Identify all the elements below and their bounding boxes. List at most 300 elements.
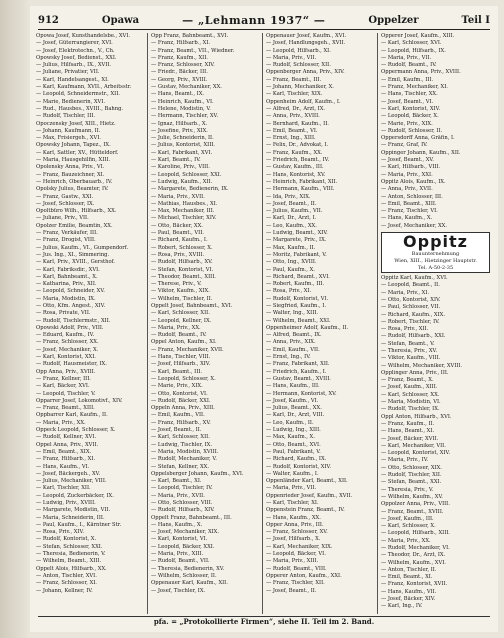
directory-entry: — Friedrich, Beamt., IV. xyxy=(266,157,330,164)
directory-entry: — Richard, Kaufm., XIX. xyxy=(381,311,446,318)
directory-entry: Opowa Josef, Kunsthandelsbe., XVI. xyxy=(36,33,130,39)
header-rule xyxy=(38,29,490,30)
directory-entry: — Leo, Kaufm., II. xyxy=(266,419,314,426)
directory-entry: — Theresia, Bedienerin, XV. xyxy=(151,565,225,572)
directory-entry: — Leopold, Hilfsarb., IX. xyxy=(381,47,446,54)
directory-entry: — Marie, Bedienerin, XVI. xyxy=(36,98,106,105)
directory-entry: — Stefan, Beamt., V. xyxy=(381,340,435,347)
directory-entry: — Otto, Ing., XVIII. xyxy=(266,259,317,266)
directory-entry: — Franz, Mechaniker, XVII. xyxy=(151,346,224,353)
directory-entry: — Karl, Bahnbeamt., X. xyxy=(36,273,98,280)
directory-entry: Opolensky Anna, Priv., VI. xyxy=(36,164,105,171)
directory-entry: — Rudolf, Bäcker, XXI. xyxy=(151,397,211,404)
directory-entry: Oppenstein Franz, Beamt., IV. xyxy=(266,507,345,514)
header-part: Teil I xyxy=(461,14,490,26)
directory-entry: — Theodor, Beamt., XIII. xyxy=(151,273,216,280)
directory-entry: — Hermann, Kaufm., VIII. xyxy=(266,186,335,193)
page-header xyxy=(38,12,490,28)
directory-entry: — Ludwig, Tischler, IX. xyxy=(151,441,213,448)
directory-entry: — Franz, Kaufm., II. xyxy=(381,420,435,427)
directory-entry: — Emil, Kaufm., III. xyxy=(381,76,434,83)
directory-entry: — Josef, Beamt., VI. xyxy=(381,98,434,105)
directory-entry: — Maria, Priv., XIII. xyxy=(266,558,319,565)
directory-entry: — Josef, Bäcker, XIV. xyxy=(381,596,436,603)
directory-entry: — Julius, Kontorist, XIII. xyxy=(151,142,215,149)
directory-page xyxy=(30,6,498,632)
directory-entry: — Hans, Tischler, XX. xyxy=(381,91,438,98)
directory-entry: — Wilhelm, Schlosser, II. xyxy=(151,572,217,579)
directory-entry: — Anna, Priv., XVII. xyxy=(381,186,433,193)
directory-entry: — Hans, Kontorist, XV. xyxy=(266,171,326,178)
directory-entry: — Franz, Beamt., XVIII. xyxy=(381,508,444,515)
directory-entry: — Otto, Kontorist, XIV. xyxy=(381,296,441,303)
directory-entry: — Ignaz, Hilfsarb., X. xyxy=(151,120,208,127)
directory-entry: — Ernst, Ing., IV. xyxy=(266,354,311,361)
directory-entry: — Otto, Beamt., XVI. xyxy=(266,441,321,448)
ad-line-1: Bauunternehmung xyxy=(411,251,460,258)
directory-entry: — Anna, Priv., XVIII. xyxy=(266,113,320,120)
directory-entry: — Karl, Schlosser, X. xyxy=(381,523,436,530)
directory-entry: Opolsky Julius, Beamter, IV. xyxy=(36,186,109,193)
directory-entry: — Karl, Beamt., IV. xyxy=(151,157,201,164)
directory-entry: — Karl, Fabrikant, XVI. xyxy=(151,149,213,156)
directory-entry: — Franz, Kaufm., XII. xyxy=(151,54,208,61)
directory-entry: — Friedr., Bäcker, III. xyxy=(151,69,208,76)
directory-entry: — Emil, Beamt., XIX. xyxy=(36,448,92,455)
directory-entry: — Gustav, Kaufm., III. xyxy=(266,164,324,171)
ad-line-2: Wien, XIII., Hietzinger Hauptstr. xyxy=(394,258,477,265)
directory-entry: Opperer Anton, Kaufm., XXI. xyxy=(266,572,342,579)
directory-entry: — Josef, Hilfsarb., XIV. xyxy=(151,361,211,368)
directory-entry: — Karl, Ing., IV. xyxy=(381,603,423,610)
directory-entry: — Wilhelm, Kaufm., XV. xyxy=(381,493,443,500)
directory-entry: — Johann, Mechaniker, X. xyxy=(266,84,334,91)
directory-entry: — Franz, Schlosser, XIV. xyxy=(151,62,215,69)
directory-entry: Oppitz Alois, Kaufm., IX. xyxy=(381,178,446,185)
directory-entry: Oppenrieder Josef, Kaufm., XVII. xyxy=(266,492,353,499)
directory-entry: — Karl, Beamt., XI. xyxy=(151,478,202,485)
directory-entry: Oppenauer Josef, Kaufm., XVI. xyxy=(266,33,347,39)
directory-entry: — Alfred, Dr., Arzt, IX. xyxy=(266,105,326,112)
directory-entry: — Maria, Priv., XX. xyxy=(36,419,86,426)
directory-entry: — Leopold, Schlosser, X. xyxy=(151,375,216,382)
directory-entry: Oppenländer Karl, Beamt., XII. xyxy=(266,478,348,485)
directory-entry: — Paul, Beamt., VII. xyxy=(151,230,204,237)
directory-entry: — Wilhelm, Beamt., XXI. xyxy=(266,317,331,324)
directory-entry: — Josef, Mechaniker, X. xyxy=(36,346,99,353)
directory-entry: — Rudolf, Hilfsarb., XXI. xyxy=(381,333,446,340)
directory-entry: — Wilhelm, Beamt., XIII. xyxy=(36,558,102,565)
directory-entry: — Rosa, Priv., XII. xyxy=(381,326,429,333)
directory-entry: — Katharina, Priv., XII. xyxy=(36,281,97,288)
directory-entry: — Anton, Schlosser, III. xyxy=(381,193,443,200)
directory-entry: — Josef, Tischler, IX. xyxy=(151,587,206,594)
directory-entry: — Franz, Bauzeichner, XI. xyxy=(36,171,105,178)
directory-entry: — Karl, Schlosser, XX. xyxy=(381,391,440,398)
directory-entry: — Maria, Hausgehilfin, XIII. xyxy=(36,157,111,164)
directory-entry: — Rudolf, Hilfsarb., XIV. xyxy=(151,507,215,514)
header-right-word: Oppelzer xyxy=(368,14,419,26)
directory-entry: — Hermann, Kontorist, XV. xyxy=(266,390,337,397)
directory-entry: — Alfred, Beamt., IX. xyxy=(266,332,322,339)
directory-entry: — Hans, Tischler, VIII. xyxy=(151,354,211,361)
page-number: 912 xyxy=(38,14,59,26)
directory-entry: Opparrer Josef, Lokomotivf., XIV. xyxy=(36,397,123,404)
directory-entry: — Mathias, Hausbes., XI. xyxy=(151,200,218,207)
directory-entry: — Leopold, Bäcker, VI. xyxy=(266,551,326,558)
directory-entry: — Otto, Schlosser, XIX. xyxy=(381,464,442,471)
directory-entry: — Karl, Hilfsarb., VIII. xyxy=(381,164,441,171)
directory-entry: — Franz, Fabrikant, XII. xyxy=(266,361,330,368)
directory-entry: — Johann, Kellner, IV. xyxy=(36,587,93,594)
directory-entry: — Hans, Kaufm., VII. xyxy=(381,588,437,595)
directory-entry: — Marie, Priv., XIX. xyxy=(151,383,203,390)
directory-entry: — Franz, Mechaniker, XI. xyxy=(381,84,448,91)
directory-entry: — Karl, Mechaniker, VII. xyxy=(381,442,446,449)
directory-entry: Oppelt Franz, Bahnbeamt., III. xyxy=(151,514,232,521)
directory-entry: — Leopold, Zuckerbäcker, IX. xyxy=(36,492,114,499)
directory-entry: — Franz, Graf, IV. xyxy=(381,142,428,149)
directory-entry: Opp Franz, Bahnbeamt., XVI. xyxy=(151,33,229,39)
directory-entry: — Rudolf, Schlosser, XII. xyxy=(266,62,331,69)
directory-entry: — Eduard, Kaufm., IV. xyxy=(36,332,95,339)
directory-entry: Oppelsberger Johann, Kaufm., XVI. xyxy=(151,470,244,477)
directory-entry: — Rudolf, Tischlermstr., XII. xyxy=(36,317,111,324)
directory-entry: — Maria, Priv., XX. xyxy=(151,324,201,331)
directory-entry: Oppinger Johann, Kaufm., XII. xyxy=(381,149,461,156)
column-3 xyxy=(266,33,378,614)
directory-entry: Oppenauer Karl, Kaufm., XII. xyxy=(151,580,228,587)
directory-entry: — Leopold, Schneidermstr., XII. xyxy=(36,91,120,98)
directory-entry: — Leopold, Schlosser, XXI. xyxy=(151,171,222,178)
columns xyxy=(36,33,492,614)
directory-entry: — Karl, Dr., Arzt, I. xyxy=(266,215,317,222)
directory-entry: — Walter, Kaufm., I. xyxy=(266,470,319,477)
directory-entry: — Rudolf, Kontorist, X. xyxy=(36,536,97,543)
column-4 xyxy=(381,33,492,614)
directory-entry: — Franz, Schlosser, XX. xyxy=(36,339,99,346)
directory-entry: — Franz, Verkäufer, III. xyxy=(36,230,98,237)
directory-entry: — Emil, Beamt., XI. xyxy=(381,574,433,581)
directory-entry: — Jus. Ing., XI., Simmering. xyxy=(36,251,110,258)
directory-entry: — Gustav, Mechaniker, XX. xyxy=(151,84,222,91)
directory-entry: — Paul, Kaufm., I., Kärntner Str. xyxy=(36,521,122,528)
directory-entry: — Ludwig, Priv., XVIII. xyxy=(36,500,96,506)
advertisement-box xyxy=(381,232,490,273)
directory-entry: — Juliane, Privatier, VII. xyxy=(36,69,100,76)
directory-entry: — Robert, Kaufm., III. xyxy=(266,281,325,288)
directory-entry: — Franz, Hilfsarb., XI. xyxy=(36,456,96,463)
directory-entry: — Josef, Bäcker, XVII. xyxy=(381,435,439,442)
directory-entry: — Josef, Schlosser, IX. xyxy=(36,200,95,207)
directory-entry: — Ludwig, Kaufm., XII. xyxy=(151,178,213,185)
directory-entry: — Rudolf, Hausmeister, IX. xyxy=(36,361,107,368)
directory-entry: — Leopold, Beamt., II. xyxy=(381,282,440,289)
directory-entry: — Hans, Beamt., IX. xyxy=(151,91,205,98)
directory-entry: — Karoline, Priv., VIII. xyxy=(151,164,210,171)
page-footer: pfa. = „Protokollierte Firmen“, siehe II. Teil im 2. Band. xyxy=(38,616,490,627)
directory-entry: — Karl, Tischler, XI. xyxy=(266,500,319,506)
directory-entry: — Franz, Gastw., XXI. xyxy=(36,193,94,200)
header-title: — „Lehmann 1937“ — xyxy=(182,13,326,27)
directory-entry: — Julie, Schneiderin, II. xyxy=(151,135,214,142)
directory-entry: — Franz, Beamt., X. xyxy=(381,377,434,384)
directory-entry: — Ludwig, Beamt., XIV. xyxy=(266,230,328,237)
directory-entry: — Leopold, Kellner, IX. xyxy=(151,317,212,324)
directory-entry: — Karl, Mechaniker, XIX. xyxy=(266,543,333,550)
directory-entry: — Moritz, Fabrikant, V. xyxy=(266,251,327,258)
directory-entry: — Josefine, Priv., XIX. xyxy=(151,127,208,134)
directory-entry: — Heinrich, Fabrikant, XII. xyxy=(266,178,338,185)
directory-entry: — Bernhard, Kaufm., II. xyxy=(266,120,329,127)
directory-entry: Oppenberger Anna, Priv., XIV. xyxy=(266,69,345,76)
directory-entry: — Maria, Schneiderin, III. xyxy=(36,514,105,521)
directory-entry: Oppl Anton, Hilfsarb., XVI. xyxy=(381,413,452,420)
directory-entry: — Karl, Fabriksdir., XVI. xyxy=(36,266,100,273)
directory-entry: Oppel Anna, Priv., XVII. xyxy=(36,441,99,448)
directory-entry: — Rudolf, Beamt., VII. xyxy=(151,558,210,565)
directory-entry: — Max, Frisiergeh., XVI. xyxy=(36,135,101,142)
directory-entry: — Paul, Schlosser, VII. xyxy=(381,304,441,311)
directory-entry: — Otto, Schlosser, VIII. xyxy=(151,500,213,506)
directory-entry: — Maria, Priv., VII. xyxy=(381,54,432,61)
directory-entry: — Karl, Kaufmann, XVII., Arbeitsstr. xyxy=(36,84,132,91)
directory-entry: — Karl, Schlosser, XII. xyxy=(151,434,210,441)
directory-entry: — Hans, Kaufm., X. xyxy=(151,521,203,528)
page-binding xyxy=(0,0,30,638)
directory-entry: — Therese, Priv., V. xyxy=(151,281,202,288)
directory-entry: — Franz, Tischler, XII. xyxy=(266,580,325,587)
directory-entry: — Leo, Kaufm., XX. xyxy=(266,222,317,229)
directory-entry: — Rudolf, Beamt., IV. xyxy=(381,62,437,69)
directory-entry: — Hans, Kaufm., XX. xyxy=(266,514,321,521)
directory-entry: — Leopold, Tischler, V. xyxy=(36,390,96,397)
directory-entry: — Rudolf, Mechaniker, VI. xyxy=(381,545,450,551)
directory-entry: — Wilhelm, Mechaniker, XVIII. xyxy=(381,362,463,369)
directory-entry: — Robert, Tischler, IV. xyxy=(381,318,440,325)
directory-entry: — Julius, Hilfsarb., IX., XVII. xyxy=(36,62,112,69)
directory-entry: — Anton, Tischler, II. xyxy=(381,566,437,573)
directory-entry: — Rosa, Priv., XIV. xyxy=(36,529,85,536)
directory-entry: — Rudolf, Mechaniker, V. xyxy=(151,456,217,463)
directory-entry: — Julius, Mechaniker, VIII. xyxy=(36,478,107,485)
directory-entry: — Rudolf, Beamt., IV. xyxy=(151,332,207,339)
directory-entry: — Rudolf, Kellner, XVI. xyxy=(36,434,97,441)
directory-entry: — Maria, Priv., VII. xyxy=(266,54,317,61)
directory-entry: — Maria, Priv., XI. xyxy=(381,289,430,296)
directory-entry: Oppelt Alois, Hilfsarb., XX. xyxy=(36,565,107,572)
directory-entry: — Paul, Kaufm., X. xyxy=(266,266,315,273)
directory-entry: — Karl, Tischler, XIX. xyxy=(266,91,323,98)
directory-entry: — Karl, Priv., XVIII., Gersthof. xyxy=(36,259,115,266)
directory-entry: — Franz, Beamt., VII., Wiedner. xyxy=(151,47,235,54)
directory-entry: Opperer Josef, Kaufm., XIII. xyxy=(381,33,455,39)
directory-entry: — Josef, Beamt., II. xyxy=(266,200,317,207)
directory-entry: — Franz, Schlosser, XI. xyxy=(36,580,97,587)
directory-entry: — Emil, Beamt., VI. xyxy=(266,127,318,134)
directory-entry: — Max, Kaufm., II. xyxy=(266,244,316,251)
directory-entry: — Hans, Kaufm., III. xyxy=(266,383,320,390)
directory-entry: — Karl, Dr., Arzt, VIII. xyxy=(266,412,325,419)
directory-entry: — Marie, Priv., XIX. xyxy=(381,120,433,127)
directory-entry: — Margarete, Modistin, VII. xyxy=(36,507,111,514)
directory-entry: — Emil, Beamt., XIII. xyxy=(381,200,437,207)
directory-entry: — Karl, Kontorist, XIV. xyxy=(381,105,441,112)
directory-entry: — Viktor, Kaufm., VIII. xyxy=(381,355,441,362)
directory-entry: — Franz, Hilfsarb., XV. xyxy=(151,419,211,426)
directory-entry: — Max, Mechaniker, III. xyxy=(151,208,215,215)
directory-entry: — Rosa, Private, VII. xyxy=(36,310,91,317)
ad-name: Oppitz xyxy=(403,232,468,252)
directory-entry: Oppel Anton, Kaufm., XI. xyxy=(151,339,217,346)
directory-entry: — Karl, Schlosser, XII. xyxy=(151,310,210,317)
directory-entry: — Heinrich, Kaufm., VI. xyxy=(151,98,214,105)
directory-entry: — Wilhelm, Tischler, II. xyxy=(151,295,213,302)
directory-entry: — Josef, Beamt., II. xyxy=(266,587,317,594)
directory-entry: — Josef, Kaufm., XIII. xyxy=(381,384,438,391)
directory-entry: — Helene, Modistin, V. xyxy=(151,105,211,112)
directory-entry: — Josef, Bäckergeh., XV. xyxy=(36,470,101,477)
directory-entry: — Franz, Tischler, VI. xyxy=(381,208,438,215)
directory-entry: Oppenheim Adolf, Kaufm., I. xyxy=(266,98,341,105)
directory-entry: — Franz, Beamt., III. xyxy=(266,76,322,83)
directory-entry: — Rudolf, Tischler, XII. xyxy=(381,472,442,479)
directory-entry: — Friedrich, Kaufm., I. xyxy=(266,368,327,375)
directory-entry: Opoltbüro Wilh., Hilfsarb., XX. xyxy=(36,208,117,215)
directory-entry: — Julius, Kaufm., VI., Gumpendorf. xyxy=(36,244,129,251)
directory-entry: — Michael, Tischler, XIV. xyxy=(151,215,217,222)
directory-entry: — Theresia, Priv., XV. xyxy=(381,347,438,354)
directory-entry: — Gustav, Beamt., XVIII. xyxy=(266,375,331,382)
directory-entry: — Stefan, Kontorist, VI. xyxy=(151,266,214,273)
directory-entry: — Leopold, Tischler, IV. xyxy=(151,485,213,492)
directory-entry: — Rudolf, Hilfsarb., XV. xyxy=(151,259,213,266)
header-left-word: Opawa xyxy=(101,14,140,26)
directory-entry: — Hans, Kaufm., X. xyxy=(381,215,433,222)
directory-entry: — Rudolf, Tischler, III. xyxy=(36,113,95,120)
column-1 xyxy=(36,33,148,614)
directory-entry: Oppitz Karl, Kaufm., XVI. xyxy=(381,275,448,282)
directory-entry: — Maria, Priv., VII. xyxy=(266,485,317,492)
directory-entry: — Maria, Modistin, IX. xyxy=(36,295,96,302)
directory-entry: — Maria, Modistin, XVIII. xyxy=(151,448,219,455)
directory-entry: Opowsky Josef, Bedienst., XXI. xyxy=(36,54,117,61)
directory-entry: — Maria, Priv., IV. xyxy=(381,457,429,464)
directory-entry: — Leopold, Bäcker, X. xyxy=(381,113,439,120)
directory-entry: Opper Anna, Priv., III. xyxy=(266,521,324,528)
directory-entry: Oppersdorff Anna, Gräfin, I. xyxy=(381,135,455,142)
directory-entry: Oppermann Anna, Priv., XVIII. xyxy=(381,69,461,76)
directory-entry: — Robert, Schlosser, X. xyxy=(151,244,213,251)
directory-entry: — Hans, Beamt., XI. xyxy=(381,428,435,435)
directory-entry: — Wilhelm, Kaufm., XVI. xyxy=(381,559,446,566)
directory-entry: — Emil, Kaufm., VII. xyxy=(151,412,205,419)
directory-entry: Opoczensky Josef, XIII., Hietz. xyxy=(36,120,116,127)
directory-entry: — Rosa, Priv., XI. xyxy=(266,288,312,295)
directory-entry: Oppeln Anna, Priv., XIII. xyxy=(151,405,215,412)
directory-entry: — Josef, Elektrotechn., V., Ch. xyxy=(36,47,115,54)
directory-entry: — Theresia, Priv., V. xyxy=(381,486,434,493)
directory-entry: — Max, Kaufm., X. xyxy=(266,434,315,441)
directory-entry: — Josef, Kaufm., III. xyxy=(381,515,434,522)
directory-entry: — Leopold, Schneider, XV. xyxy=(36,288,105,295)
directory-entry: — Rud., Hausbes., XVIII., Bahng. xyxy=(36,105,124,112)
directory-entry: — Walter, Ing., XIII. xyxy=(266,310,318,317)
directory-entry: — Johann, Kaufmann, II. xyxy=(36,127,101,134)
directory-entry: — Rudolf, Beamt., VIII. xyxy=(266,565,327,572)
directory-entry: Oppeck Leopold, Schlosser, X. xyxy=(36,427,116,434)
directory-entry: Opolzer Emilie, Beamtin, XX. xyxy=(36,222,113,229)
directory-entry: — Josef, Beamt., II. xyxy=(151,427,202,434)
directory-entry: Oppolzer Anna, Priv., VIII. xyxy=(381,501,450,508)
directory-entry: Opowski Adolf, Priv., VIII. xyxy=(36,324,104,331)
directory-entry: — Maria, Priv., XIII. xyxy=(151,551,204,558)
directory-entry: — Rudolf, Kontorist, VI. xyxy=(266,295,329,302)
directory-entry: — Franz, Kaufm., XX. xyxy=(266,149,323,156)
directory-entry: — Viktor, Kaufm., XIX. xyxy=(151,288,210,295)
column-2 xyxy=(151,33,263,614)
directory-entry: Opowsky Johann, Tapez., IX. xyxy=(36,142,111,149)
directory-entry: — Karl, Sattler, XV., Hütteldorf. xyxy=(36,149,119,156)
directory-entry: — Stefan, Schlosser, XXI. xyxy=(36,543,103,550)
directory-entry: — Otto, Bäcker, XX. xyxy=(151,222,203,229)
directory-entry: — Julius, Kaufm., VII. xyxy=(266,208,323,215)
directory-entry: — Maria, Modistin, VI. xyxy=(381,399,441,406)
directory-entry: — Karl, Beamt., III. xyxy=(151,368,202,375)
directory-entry: — Josef, Kaufm., VI. xyxy=(266,397,319,404)
directory-entry: — Maria, Priv., XVII. xyxy=(151,193,205,200)
directory-entry: — Paul, Fabrikant, V. xyxy=(266,448,321,455)
directory-entry: — Leopold, Hilfsarb., XI. xyxy=(266,47,331,54)
directory-entry: — Otto, Kontorist, VI. xyxy=(151,390,208,397)
directory-entry: — Maria, Priv., XX. xyxy=(381,537,431,544)
directory-entry: — Richard, Kaufm., I. xyxy=(151,237,208,244)
directory-entry: — Julius, Beamt., XX. xyxy=(266,405,322,412)
directory-entry: — Franz, Beamt., XIII. xyxy=(36,405,95,412)
directory-entry: — Anton, Tischler, XVI. xyxy=(36,572,97,579)
directory-entry: — Josef, Mechaniker, XX. xyxy=(381,222,447,229)
directory-entry: Oppbarrer Karl, Kaufm., II. xyxy=(36,412,108,419)
directory-entry: — Emil, Kaufm., VII. xyxy=(266,346,320,353)
directory-entry: — Ludwig, Ing., XIII. xyxy=(266,427,321,434)
directory-entry: — Maria, Priv., XVII. xyxy=(151,492,205,499)
directory-entry: Opp Anna, Priv., XVIII. xyxy=(36,368,96,375)
directory-entry: — Rudolf, Tischler, IX. xyxy=(381,406,440,413)
ad-line-3: Tel. A-50-2-35 xyxy=(417,265,454,272)
directory-entry: — Hans, Kaufm., VI. xyxy=(36,463,90,470)
directory-entry: — Franz, Drogist, VIII. xyxy=(36,237,96,244)
directory-entry: — Rudolf, Kontorist, XIV. xyxy=(266,463,332,470)
directory-entry: — Felix, Dr., Advokat, I. xyxy=(266,142,329,149)
directory-entry: — Juliane, Priv., VII. xyxy=(36,215,89,222)
directory-entry: — Anna, Priv., XIX. xyxy=(266,339,316,346)
directory-entry: — Franz, Kellner, III. xyxy=(36,375,91,382)
directory-entry: — Karl, Handelsangest., XI. xyxy=(36,76,109,83)
directory-entry: — Richard, Kaufm., IX. xyxy=(266,456,327,463)
directory-entry: — Josef, Hilfsarb., X. xyxy=(266,536,321,543)
directory-entry: — Rosa, Priv., XVIII. xyxy=(151,251,205,258)
directory-entry: Oppelt Josef, Bahnbeamt., XVI. xyxy=(151,302,233,309)
directory-entry: — Leopold, Hilfsarb., XIII. xyxy=(381,530,450,537)
directory-entry: — Theodor, Dr., Arzt, IX. xyxy=(381,552,446,559)
directory-entry: — Karl, Kontorist, VI. xyxy=(151,536,208,543)
directory-entry: — Siegfried, Kaufm., I. xyxy=(266,302,326,309)
directory-entry: — Margarete, Priv., IX. xyxy=(266,237,327,244)
directory-entry: Oppenheimer Adolf, Kaufm., II. xyxy=(266,324,349,331)
directory-entry: — Rudolf, Schlosser, II. xyxy=(381,127,443,134)
directory-entry: Opplinger Anna, Priv., III. xyxy=(381,369,449,376)
directory-entry: — Hermann, Tischler, XV. xyxy=(151,113,219,120)
